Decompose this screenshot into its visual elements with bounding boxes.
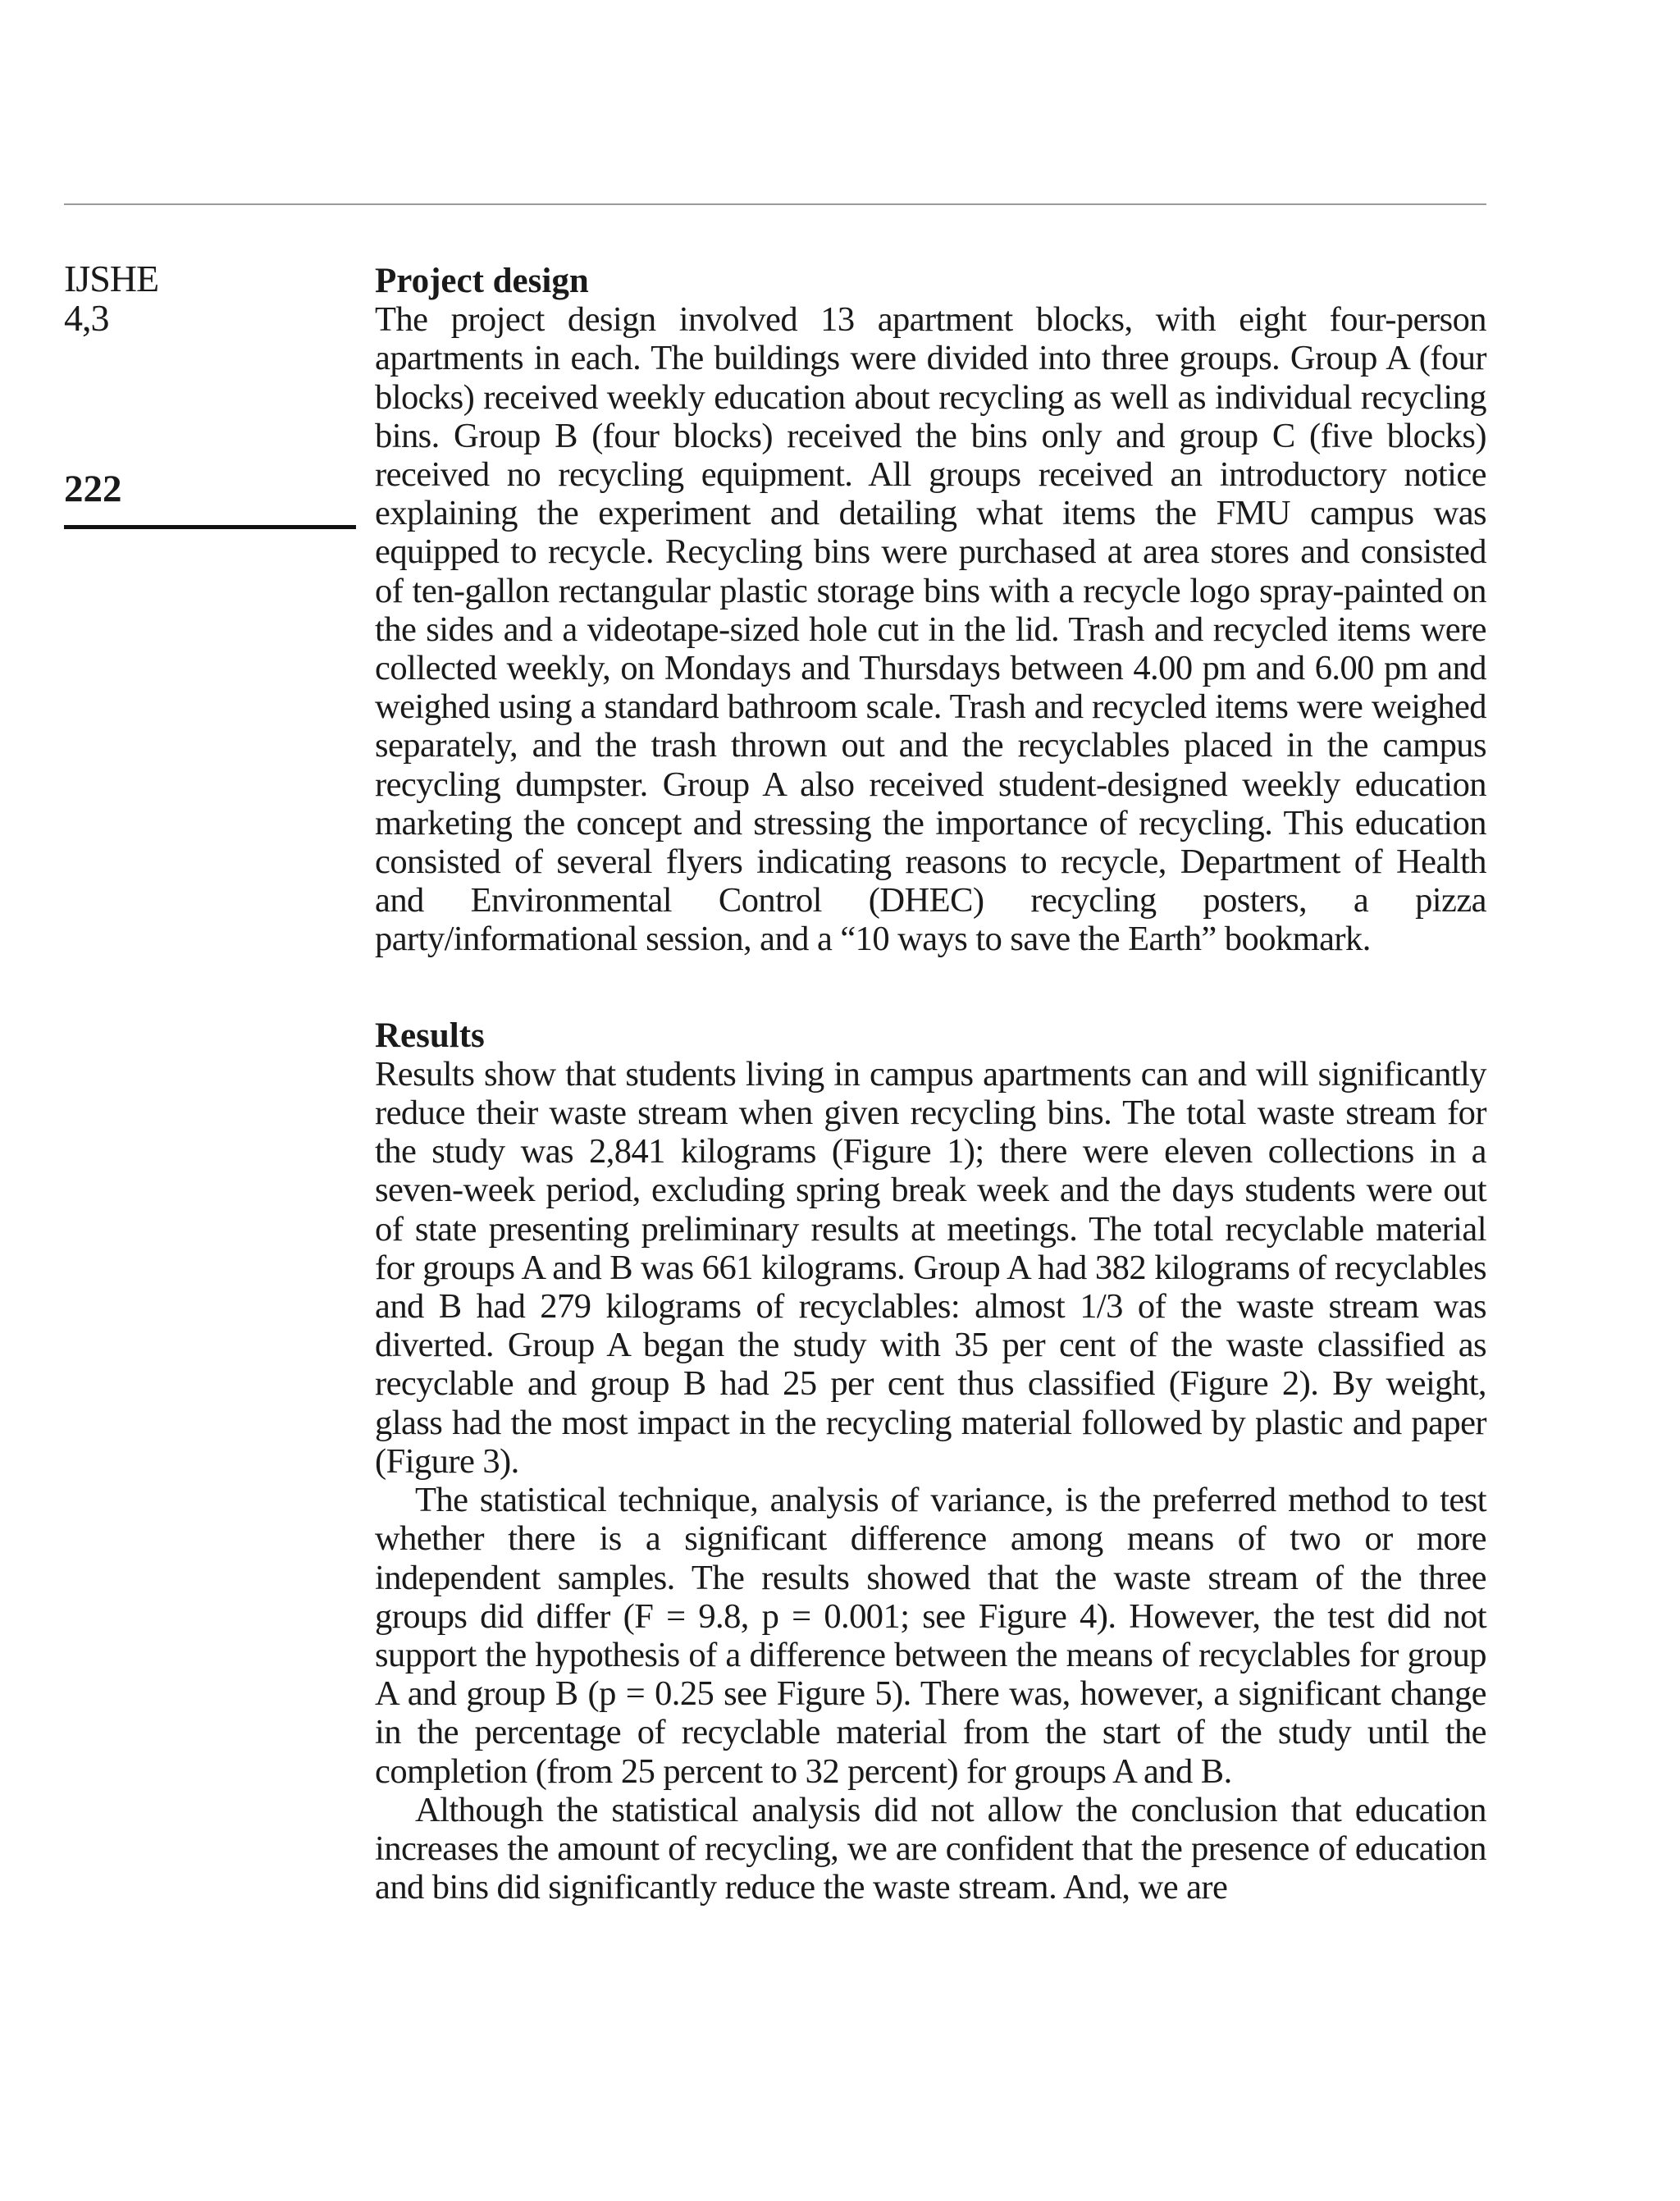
page-number: 222 [64,468,122,510]
section-heading: Project design [375,262,589,300]
paragraph: Although the statistical analysis did not allow the conclusion that education increases the amount of recycling, we are confident that the presence of education and bins did significantly reduce the waste stream. And, we are [375,1790,1486,1907]
page-number-rule [64,525,356,529]
paragraph: Results show that students living in campus apartments can and will significantly reduce their waste stream when given recycling bins. The total waste stream for the study was 2,841 kilograms (Figure 1); there were eleven collections in a seven-week period, excluding spring break week and the days students were out of state presenting preliminary results at meetings. The total recyclable material for groups A and B was 661 kilograms. Group A had 382 kilograms of recyclables and B had 279 kilograms of recyclables: almost 1/3 of the waste stream was diverted. Group A began the study with 35 per cent of the waste classified as recyclable and group B had 25 per cent thus classified (Figure 2). By weight, glass had the most impact in the recycling material followed by plastic and paper (Figure 3). [375,1054,1486,1481]
journal-volume: 4,3 [64,297,109,339]
journal-info [64,259,158,338]
section-heading: Results [375,1016,485,1055]
paragraph: The statistical technique, analysis of variance, is the preferred method to test whether there is a significant difference among means of two or more independent samples. The results showed that the waste stream of the three groups did differ (F = 9.8, p = 0.001; see Figure 4). However, the test did not support the hypothesis of a difference between the means of recyclables for group A and group B (p = 0.25 see Figure 5). There was, however, a significant change in the percentage of recyclable material from the start of the study until the completion (from 25 percent to 32 percent) for groups A and B. [375,1481,1486,1791]
article-body [375,262,1486,1906]
paragraph: The project design involved 13 apartment blocks, with eight four-person apartments in each. The buildings were divided into three groups. Group A (four blocks) received weekly education about recycling as well as individual recycling bins. Group B (four blocks) received the bins only and group C (five blocks) received no recycling equipment. All groups received an introductory notice explaining the experiment and detailing what items the FMU campus was equipped to recycle. Recycling bins were purchased at area stores and consisted of ten-gallon rectangular plastic storage bins with a recycle logo spray-painted on the sides and a videotape-sized hole cut in the lid. Trash and recycled items were collected weekly, on Mondays and Thursdays between 4.00 pm and 6.00 pm and weighed using a standard bathroom scale. Trash and recycled items were weighed separately, and the trash thrown out and the recyclables placed in the campus recycling dumpster. Group A also received student-designed weekly education marketing the concept and stressing the importance of recycling. This education consisted of several flyers indicating reasons to recycle, Department of Health and Environmental Control (DHEC) recycling posters, a pizza party/informational session, and a “10 ways to save the Earth” bookmark. [375,300,1486,959]
journal-title: IJSHE [64,258,159,299]
section-project-design [375,262,1486,959]
section-results [375,1016,1486,1907]
header-rule [64,203,1486,205]
